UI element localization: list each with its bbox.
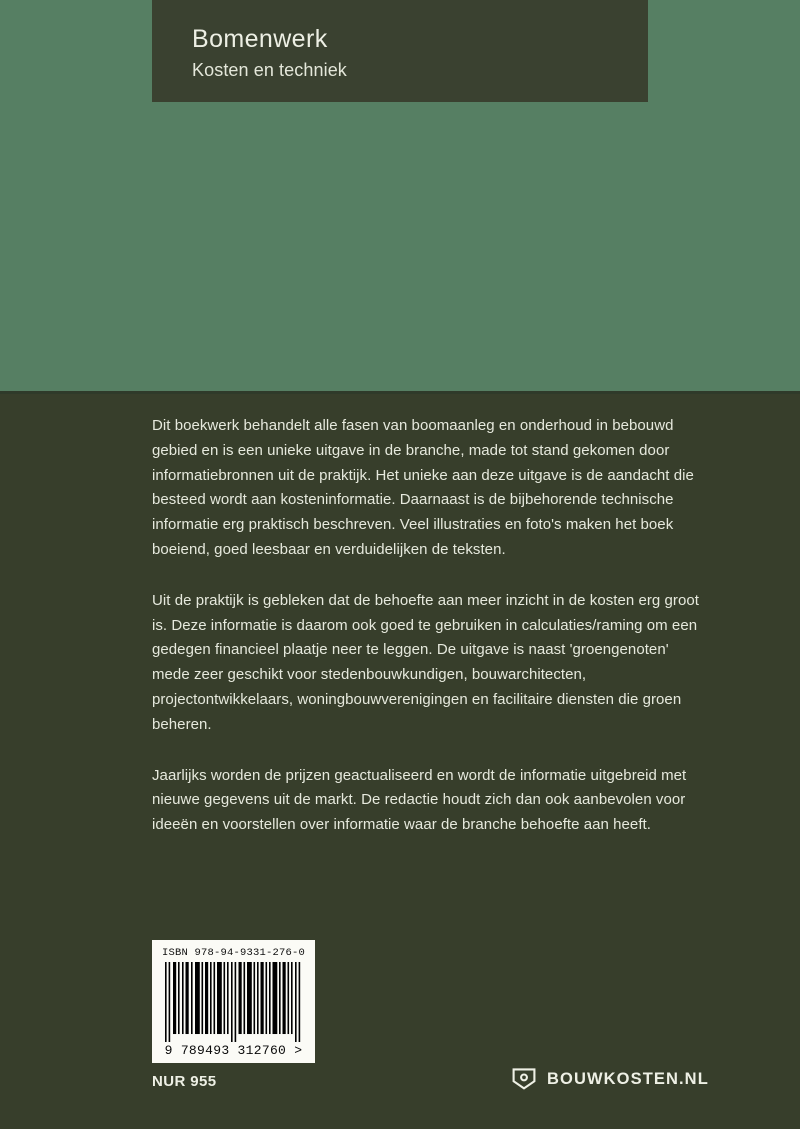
publisher-name: BOUWKOSTEN.NL <box>547 1069 709 1088</box>
book-subtitle: Kosten en techniek <box>192 60 347 81</box>
book-title: Bomenwerk <box>192 25 328 53</box>
blurb-paragraph-3: Jaarlijks worden de prijzen geactualiseerd en wordt de informatie uitgebreid met nieuwe gegevens uit de markt. De redactie houdt zich dan ook aanbevolen voor ideeën en voorstellen over informatie waar de branche behoefte aan heeft. <box>152 766 687 834</box>
ean-digits: 9 789493 312760 > <box>164 1043 303 1058</box>
barcode-bars-icon <box>162 962 305 1043</box>
publisher-logo <box>512 1068 709 1090</box>
nur-code: NUR 955 <box>152 1073 217 1090</box>
blurb-text <box>152 414 708 838</box>
bouwkosten-mark-icon <box>512 1068 536 1090</box>
blurb-paragraph-1: Dit boekwerk behandelt alle fasen van boomaanleg en onderhoud in bebouwd gebied en is een unieke uitgave in de branche, made tot stand gekomen door informatiebronnen uit de praktijk. Het unieke aan deze uitgave is de aandacht die besteed wordt aan kosteninformatie. Daarnaast is de bijbehorende technische informatie erg praktisch beschreven. Veel illustraties en foto's maken het boek boeiend, goed leesbaar en verduidelijken de teksten. <box>152 417 694 558</box>
isbn-label: ISBN 978-94-9331-276-0 <box>162 947 306 959</box>
blurb-paragraph-2: Uit de praktijk is gebleken dat de behoefte aan meer inzicht in de kosten erg groot is. Deze informatie is daarom ook goed te gebruiken in calculaties/raming om een gedegen financieel plaatje neer te leggen. De uitgave is naast 'groengenoten' mede zeer geschikt voor stedenbouwkundigen, bouwarchitecten, projectontwikkelaars, woningbouwverenigingen en facilitaire diensten die groen beheren. <box>152 591 699 733</box>
isbn-barcode <box>152 940 315 1063</box>
title-block <box>152 0 648 102</box>
